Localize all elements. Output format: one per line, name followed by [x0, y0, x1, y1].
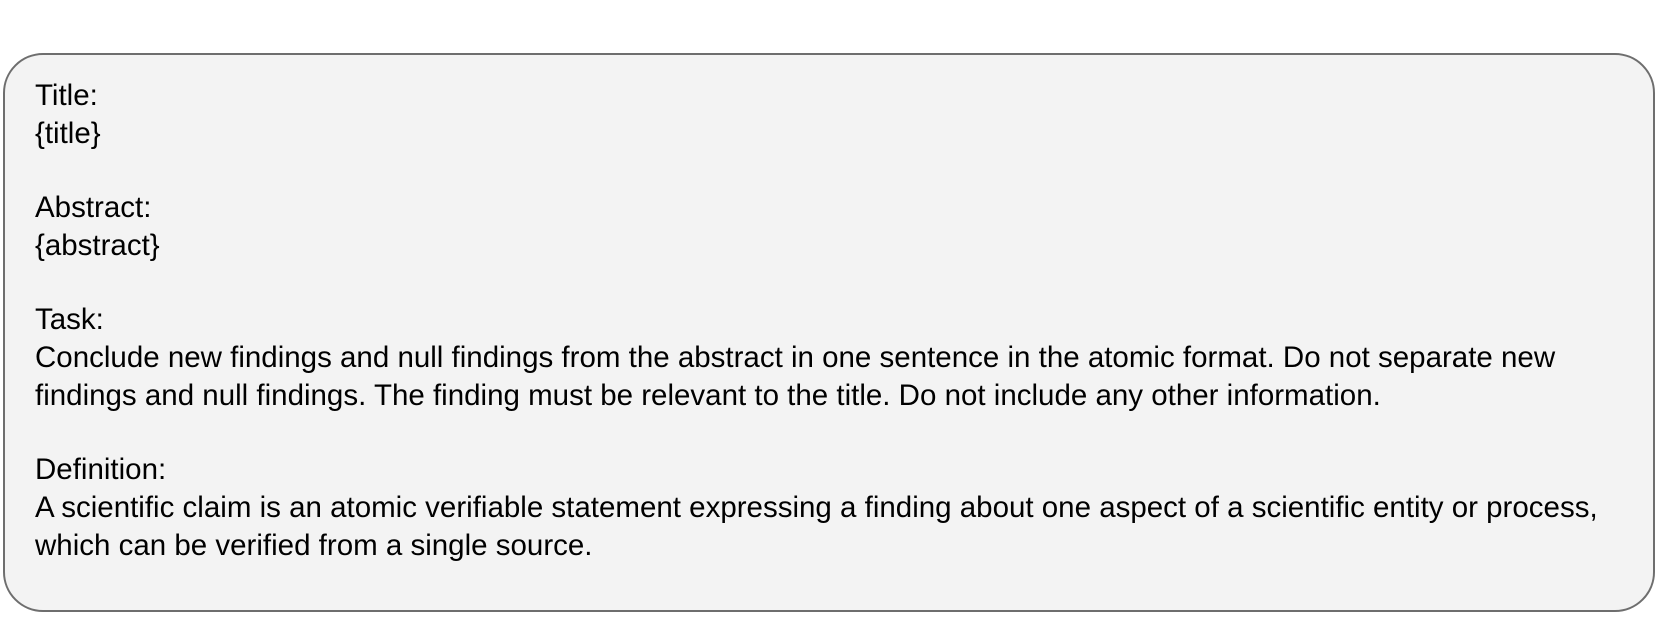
definition-text: A scientific claim is an atomic verifiable statement expressing a finding about one aspect of a scientific entity or process, which can be verified from a single source.: [35, 491, 1606, 562]
task-text: Conclude new findings and null findings from the abstract in one sentence in the atomic format. Do not separate new findings and null findings. The finding must be relevant to the title. Do not include any other information.: [35, 341, 1564, 412]
abstract-section: [35, 189, 1623, 265]
task-section: [35, 301, 1623, 415]
title-label: Title:: [35, 79, 98, 112]
abstract-placeholder: {abstract}: [35, 229, 160, 262]
prompt-template-box: [3, 53, 1655, 612]
definition-section: [35, 451, 1623, 565]
title-placeholder: {title}: [35, 117, 101, 150]
definition-label: Definition:: [35, 453, 167, 486]
task-label: Task:: [35, 303, 104, 336]
title-section: [35, 77, 1623, 153]
abstract-label: Abstract:: [35, 191, 152, 224]
